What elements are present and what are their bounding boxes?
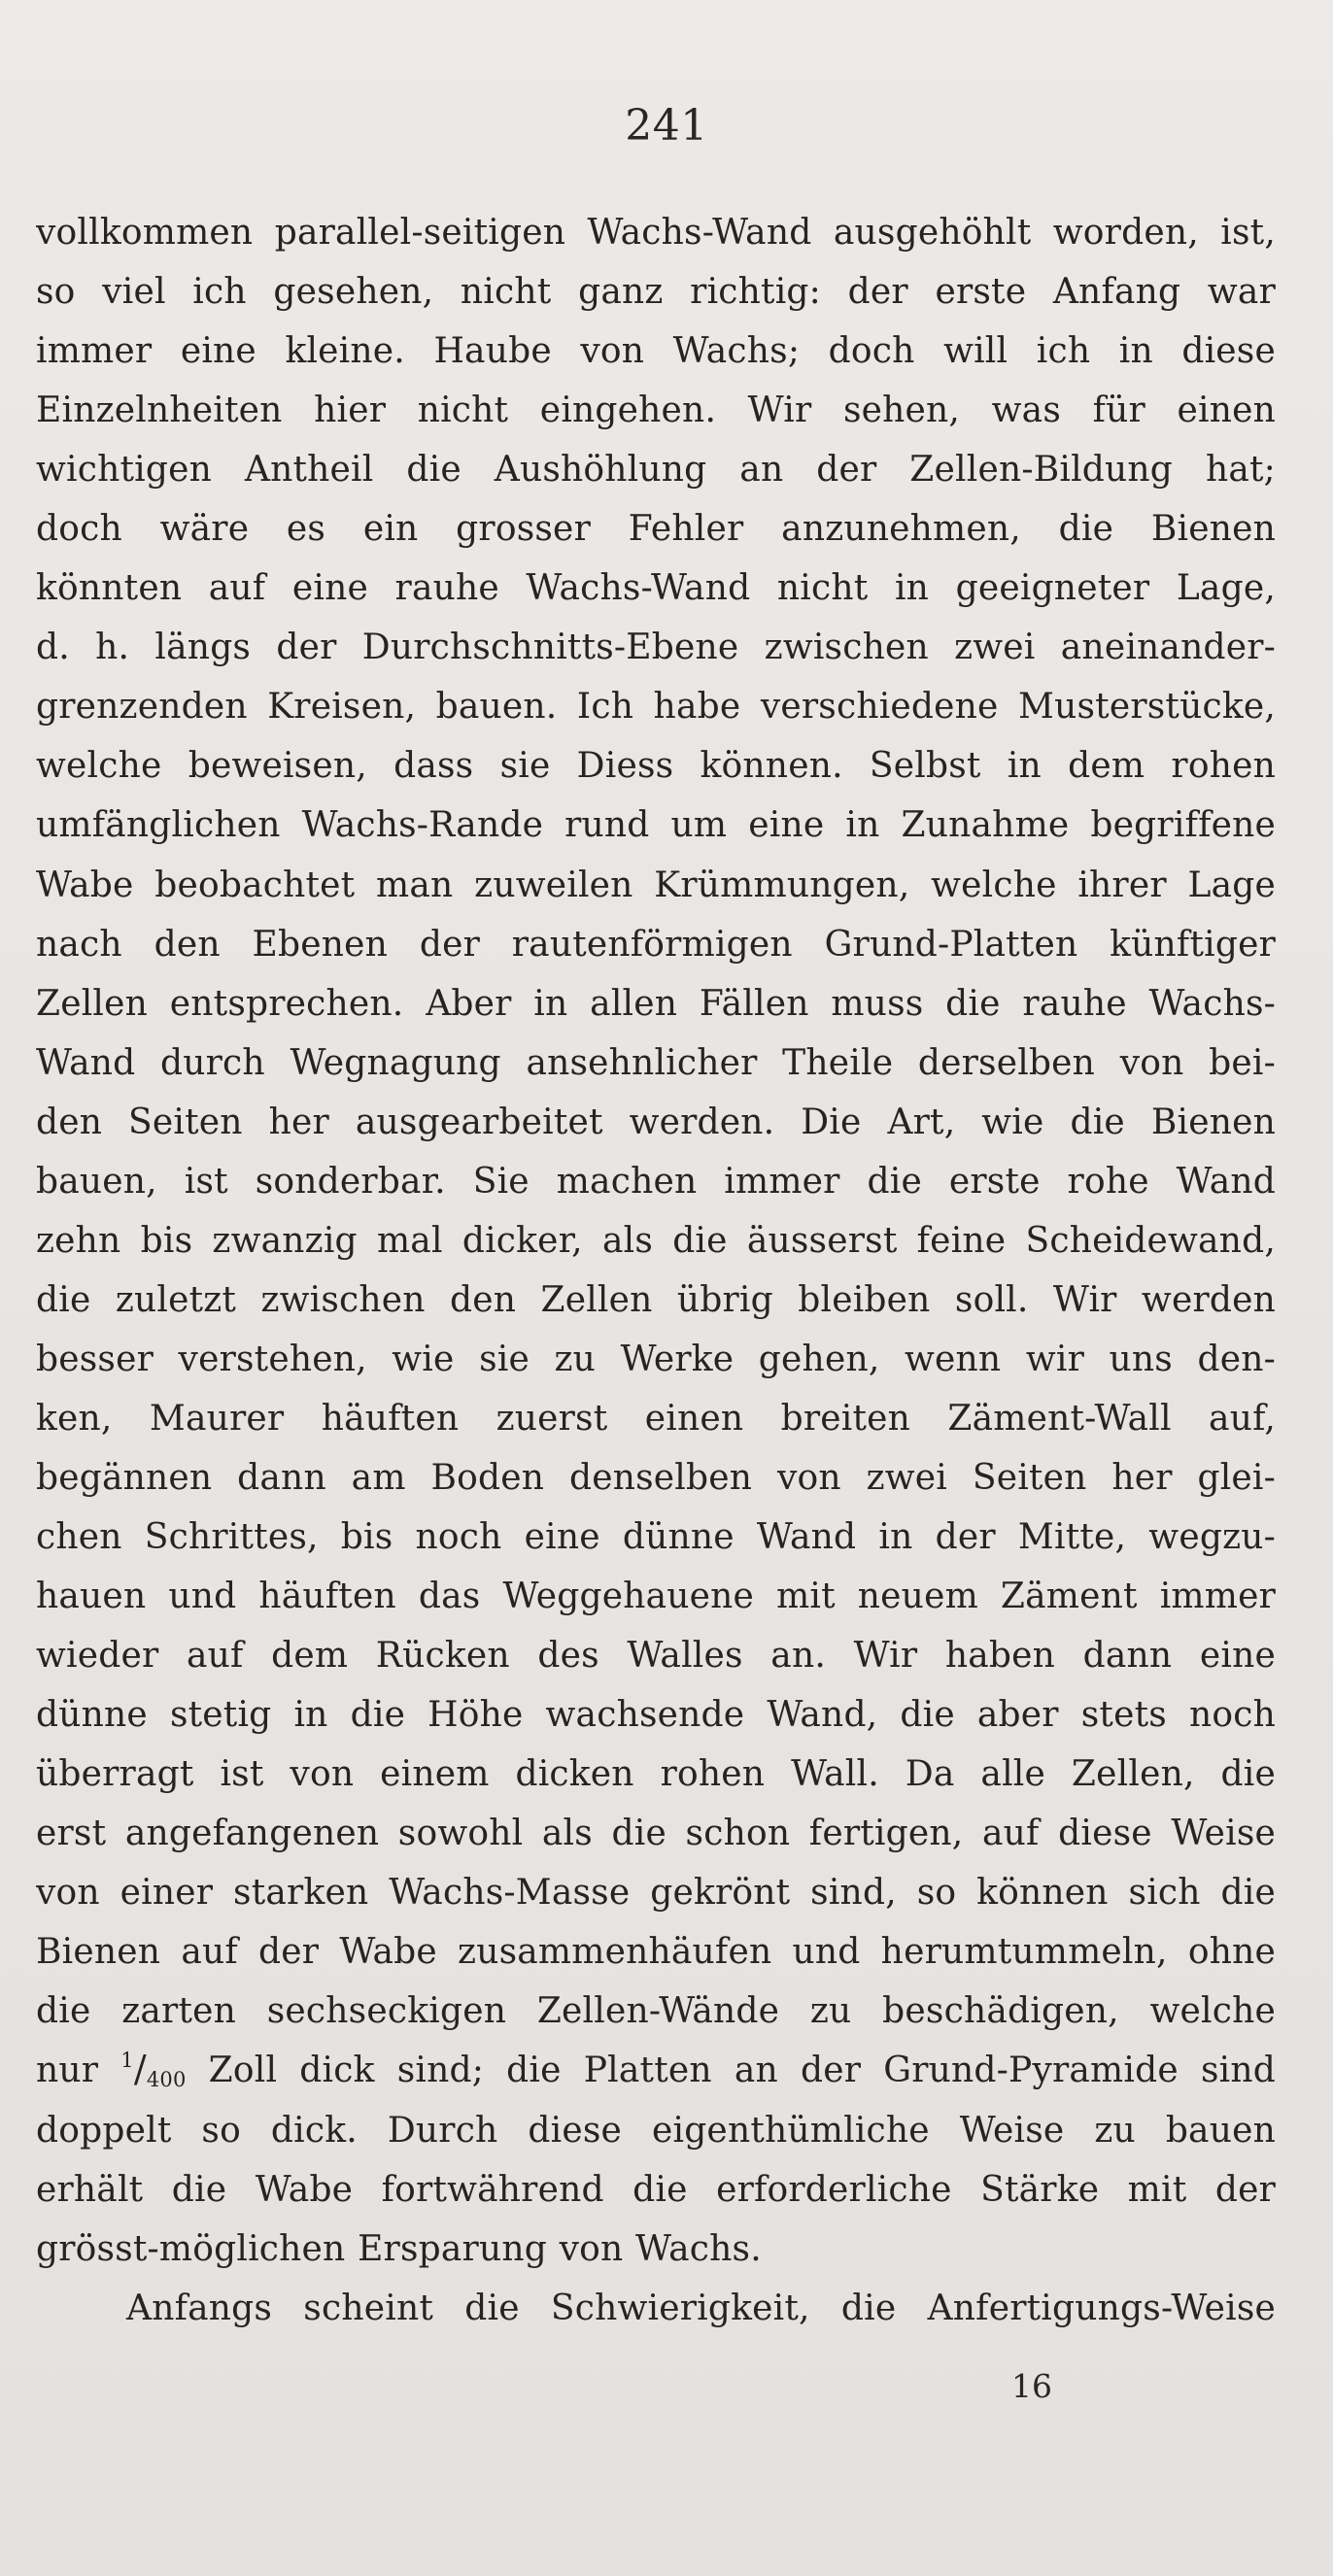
- text-line: d. h. längs der Durchschnitts-Ebene zwischen zwei aneinander-: [36, 627, 1276, 668]
- text-line: von einer starken Wachs-Masse gekrönt sind, so können sich die: [36, 1873, 1276, 1914]
- text-line: bauen, ist sonderbar. Sie machen immer die erste rohe Wand: [36, 1161, 1276, 1202]
- text-line: überragt ist von einem dicken rohen Wall. Da alle Zellen, die: [36, 1754, 1276, 1795]
- body-text: [36, 203, 1276, 2338]
- text-line: könnten auf eine rauhe Wachs-Wand nicht in geeigneter Lage,: [36, 568, 1276, 609]
- page-number: 241: [625, 101, 708, 151]
- next-paragraph-line: Anfangs scheint die Schwierigkeit, die Anfertigungs-Weise: [126, 2288, 1276, 2328]
- text-line: hauen und häuften das Weggehauene mit neuem Zäment immer: [36, 1576, 1276, 1617]
- text-line: nach den Ebenen der rautenförmigen Grund-Platten künftiger: [36, 924, 1276, 965]
- text-line: Wabe beobachtet man zuweilen Krümmungen, welche ihrer Lage: [36, 864, 1276, 905]
- text-line: immer eine kleine. Haube von Wachs; doch will ich in diese: [36, 331, 1276, 372]
- text-line: chen Schrittes, bis noch eine dünne Wand in der Mitte, wegzu-: [36, 1517, 1276, 1558]
- paragraph-last-line: grösst-möglichen Ersparung von Wachs.: [36, 2228, 762, 2269]
- text-line: so viel ich gesehen, nicht ganz richtig: der erste Anfang war: [36, 272, 1276, 313]
- text-line: erhält die Wabe fortwährend die erforderliche Stärke mit der: [36, 2169, 1276, 2210]
- fraction-line-rest: Zoll dick sind; die Platten an der Grund-Pyramide sind: [208, 2051, 1276, 2091]
- text-line: Wand durch Wegnagung ansehnlicher Theile derselben von bei-: [36, 1042, 1276, 1083]
- text-line: die zarten sechseckigen Zellen-Wände zu beschädigen, welche: [36, 1991, 1276, 2032]
- text-line: vollkommen parallel-seitigen Wachs-Wand ausgehöhlt worden, ist,: [36, 213, 1276, 253]
- fraction-denominator: 400: [146, 2068, 187, 2092]
- text-line: umfänglichen Wachs-Rande rund um eine in Zunahme begriffene: [36, 805, 1276, 846]
- text-line: Einzelnheiten hier nicht eingehen. Wir sehen, was für einen: [36, 390, 1276, 431]
- text-line: dünne stetig in die Höhe wachsende Wand, die aber stets noch: [36, 1695, 1276, 1736]
- text-line: doppelt so dick. Durch diese eigenthümliche Weise zu bauen: [36, 2110, 1276, 2151]
- fraction-one-over-four-hundred: [120, 2048, 187, 2092]
- text-line: ken, Maurer häuften zuerst einen breiten Zäment-Wall auf,: [36, 1398, 1276, 1439]
- sheet-signature-mark: 16: [1011, 2367, 1052, 2405]
- text-line: den Seiten her ausgearbeitet werden. Die Art, wie die Bienen: [36, 1102, 1276, 1142]
- fraction-text-line: [36, 2041, 1276, 2100]
- text-line: wieder auf dem Rücken des Walles an. Wir haben dann eine: [36, 1636, 1276, 1677]
- fraction-numerator: 1: [120, 2049, 134, 2073]
- text-line: begännen dann am Boden denselben von zwei Seiten her glei-: [36, 1457, 1276, 1498]
- text-line: grenzenden Kreisen, bauen. Ich habe verschiedene Musterstücke,: [36, 687, 1276, 728]
- text-line: zehn bis zwanzig mal dicker, als die äusserst feine Scheidewand,: [36, 1220, 1276, 1261]
- text-line: erst angefangenen sowohl als die schon fertigen, auf diese Weise: [36, 1813, 1276, 1854]
- text-line: Bienen auf der Wabe zusammenhäufen und herumtummeln, ohne: [36, 1932, 1276, 1973]
- text-line: Zellen entsprechen. Aber in allen Fällen muss die rauhe Wachs-: [36, 983, 1276, 1024]
- fraction-line-lead: nur: [36, 2051, 99, 2091]
- text-line: wichtigen Antheil die Aushöhlung an der Zellen-Bildung hat;: [36, 450, 1276, 491]
- text-line: doch wäre es ein grosser Fehler anzunehmen, die Bienen: [36, 509, 1276, 550]
- text-line: besser verstehen, wie sie zu Werke gehen, wenn wir uns den-: [36, 1339, 1276, 1379]
- fraction-slash: /: [133, 2048, 147, 2091]
- text-line: welche beweisen, dass sie Diess können. Selbst in dem rohen: [36, 746, 1276, 787]
- text-line: die zuletzt zwischen den Zellen übrig bleiben soll. Wir werden: [36, 1279, 1276, 1320]
